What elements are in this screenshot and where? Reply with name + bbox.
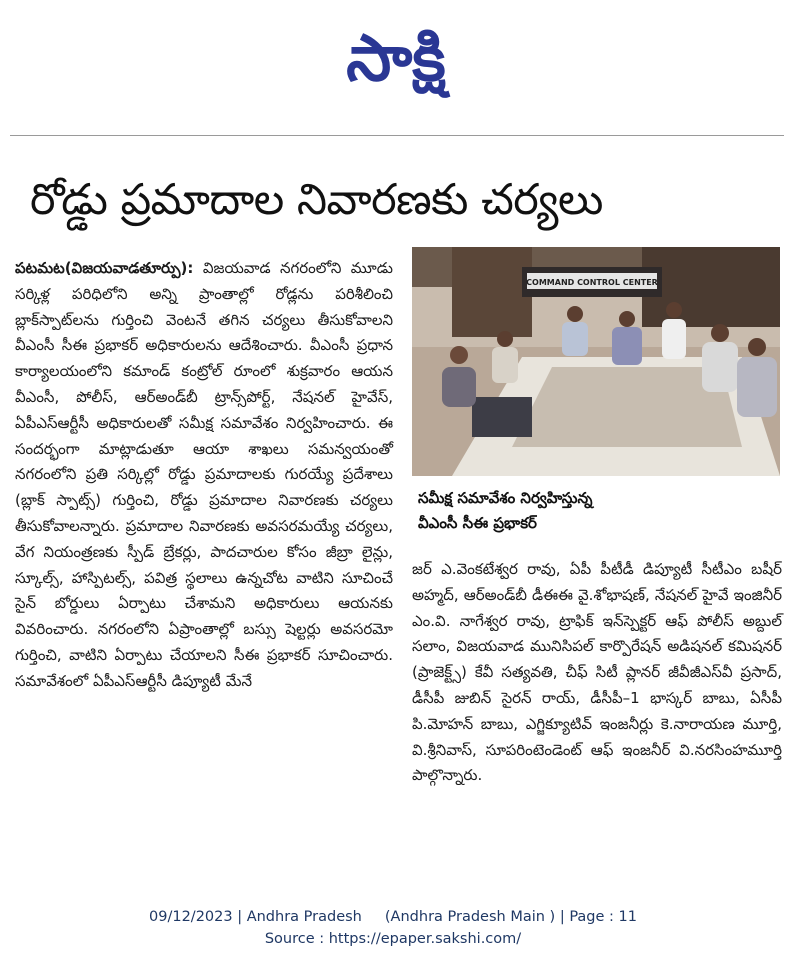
article-dateline: పటమట(విజయవాడతూర్పు):	[15, 259, 194, 277]
article-body-left-text: విజయవాడ నగరంలోని మూడు సర్కిళ్ల పరిధిలోని అన్ని ప్రాంతాల్లో రోడ్లను పరిశీలించి బ్లాక్‌స్పాట్‌లను గుర్తించి వెంటనే తగిన చర్యలు తీసుకోవాలని వీఎంసీ సీఈ ప్రభాకర్ అధికారులను ఆదేశించారు. వీఎంసీ ప్రధాన కార్యాలయంలోని కమాండ్ కంట్రోల్ రూంలో శుక్రవారం ఆయన వీఎంసీ, పోలీస్, ఆర్అండ్‌బీ ట్రాన్స్‌పోర్ట్, నేషనల్ హైవేస్, ఏపీఎస్‌ఆర్టీసీ అధికారులతో సమీక్ష సమావేశం నిర్వహించారు. ఈ సందర్భంగా మాట్లాడుతూ ఆయా శాఖలు సమన్వయంతో నగరంలోని ప్రతి సర్కిల్లో రోడ్డు ప్రమాదాలకు గురయ్యే ప్రదేశాలు (బ్లాక్ స్పాట్స్) గుర్తించి, రోడ్డు ప్రమాదాల నివారణకు చర్యలు తీసుకోవాలన్నారు. ప్రమాదాల నివారణకు అవసరమయ్యే చర్యలు, వేగ నియంత్రణకు స్పీడ్ బ్రేకర్లు, పాదచారుల కోసం జీబ్రా లైన్లు, స్కూల్స్, హాస్పిటల్స్, పవిత్ర స్థలాలు ఉన్నచోట వాటిని సూచించే సైన్ బోర్డులు ఏర్పాటు చేశామని అధికారులు ఆయనకు వివరించారు. నగరంలోని ఏప్రాంతాల్లో బస్సు షెల్టర్లు అవసరమో గుర్తించి, వాటిని ఏర్పాటు చేయాలని సీఈ ప్రభాకర్ సూచించారు. సమావేశంలో ఏపీఎస్‌ఆర్టీసీ డిప్యూటీ మేనే	[15, 259, 393, 690]
photo-caption	[418, 486, 778, 536]
masthead	[0, 0, 786, 128]
footer-source-link[interactable]: Source : https://epaper.sakshi.com/	[264, 931, 522, 947]
masthead-divider	[10, 135, 784, 136]
photo-caption-line-1: సమీక్ష సమావేశం నిర్వహిస్తున్న	[418, 489, 593, 507]
footer-edition-info: 09/12/2023 | Andhra Pradesh (Andhra Pradesh Main ) | Page : 11	[149, 909, 637, 925]
article-body-left	[15, 256, 393, 695]
command-center-sign: COMMAND CONTROL CENTER	[526, 278, 658, 287]
article-photo	[412, 247, 780, 476]
article-headline: రోడ్డు ప్రమాదాల నివారణకు చర్యలు	[30, 175, 603, 225]
page-footer	[0, 906, 786, 950]
sakshi-logo	[298, 22, 494, 98]
article-body-right: జర్ ఎ.వెంకటేశ్వర రావు, ఏపీ పీటీడీ డిప్యూటీ సీటీఎం బషీర్ అహ్మద్, ఆర్అండ్‌బీ డీఈఈ వై.శోభాషణ్, నేషనల్ హైవే ఇంజినీర్ ఎం.వి. నాగేశ్వర రావు, ట్రాఫిక్ ఇన్‌స్పెక్టర్ ఆఫ్ పోలీస్ అబ్దుల్ సలాం, విజయవాడ మునిసిపల్ కార్పొరేషన్ అడిషనల్ కమిషనర్ (ప్రాజెక్ట్స్) కేవీ సత్యవతి, చీఫ్ సిటీ ప్లానర్ జీవీజీఎస్‌వీ ప్రసాద్, డీసీపీ జుబిన్ సైరన్ రాయ్, డీసీపీ–1 భాస్కర్ బాబు, ఏసీపీ పి.మోహన్ బాబు, ఎగ్జిక్యూటివ్ ఇంజనీర్లు కె.నారాయణ మూర్తి, వి.శ్రీనివాస్, సూపరింటెండెంట్ ఆఫ్ ఇంజనీర్ వి.నరసింహమూర్తి పాల్గొన్నారు.	[412, 560, 782, 785]
logo-text: సాక్షి	[346, 22, 446, 96]
meeting-photo-illustration	[412, 247, 780, 476]
photo-caption-line-2: వీఎంసీ సీఈ ప్రభాకర్	[418, 514, 537, 532]
